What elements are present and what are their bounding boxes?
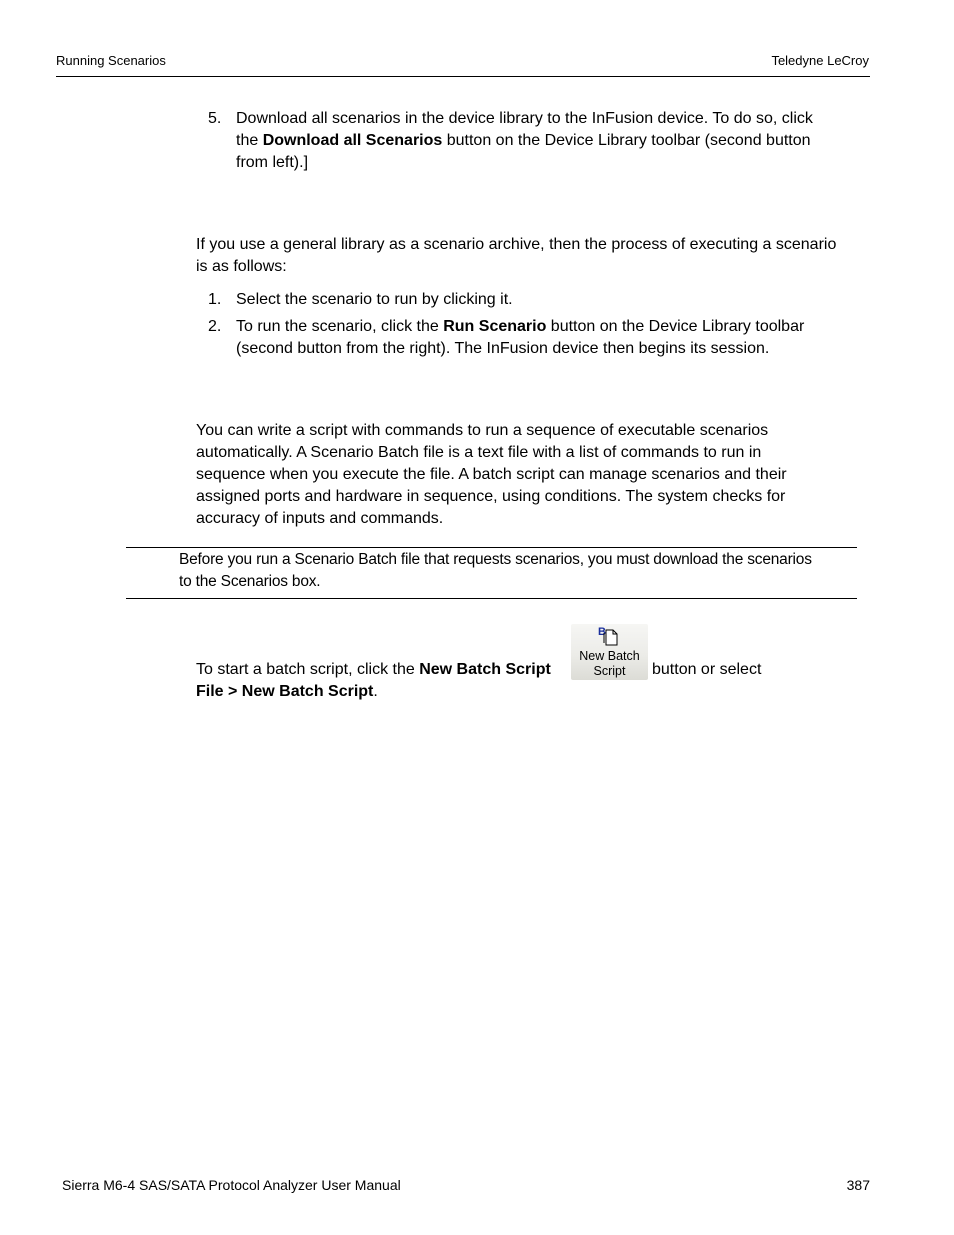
step-text: To run the scenario, click the Run Scenario button on the Device Library toolbar (second button from the right). The InFusion device then begins its session. xyxy=(236,318,805,357)
step-number: 2. xyxy=(208,318,222,335)
header-section-title: Running Scenarios xyxy=(56,53,166,68)
step-text: Download all scenarios in the device library to the InFusion device. To do so, click the Download all Scenarios button on the Device Library toolbar (second button from left).] xyxy=(236,110,813,171)
download-all-scenarios-label: Download all Scenarios xyxy=(262,132,443,149)
header-rule xyxy=(56,76,870,77)
file-new-batch-script-path: File > New Batch Script xyxy=(196,683,374,700)
footer-manual-title: Sierra M6-4 SAS/SATA Protocol Analyzer User Manual xyxy=(62,1177,401,1193)
start-batch-line2: File > New Batch Script. xyxy=(196,683,378,700)
svg-text:B: B xyxy=(598,626,606,638)
step-text: Select the scenario to run by clicking it. xyxy=(236,291,513,308)
page-number: 387 xyxy=(846,1177,870,1193)
general-library-paragraph: If you use a general library as a scenario archive, then the process of executing a scenario is as follows: xyxy=(196,236,837,275)
run-scenario-label: Run Scenario xyxy=(443,318,547,335)
note-text: Before you run a Scenario Batch file that requests scenarios, you must download the scenarios to the Scenarios box. xyxy=(179,551,812,590)
header-company: Teledyne LeCroy xyxy=(771,53,869,68)
start-batch-line1: To start a batch script, click the New Batch Script xyxy=(196,661,551,678)
new-batch-script-button[interactable]: B New Batch Script xyxy=(571,624,648,680)
new-batch-script-label: New Batch Script xyxy=(419,661,551,678)
step-number: 5. xyxy=(208,110,222,127)
note-bottom-rule xyxy=(126,598,857,599)
note-top-rule xyxy=(126,547,857,548)
new-batch-script-icon xyxy=(597,625,623,647)
batch-paragraph: You can write a script with commands to run a sequence of executable scenarios automatically. A Scenario Batch file is a text file with a list of commands to run in sequence when you execute the file. A batch script can manage scenarios and their assigned ports and hardware in sequence, using conditions. The system checks for accuracy of inputs and commands. xyxy=(196,422,787,527)
step-number: 1. xyxy=(208,291,222,308)
start-batch-line1-end: button or select xyxy=(652,661,762,678)
